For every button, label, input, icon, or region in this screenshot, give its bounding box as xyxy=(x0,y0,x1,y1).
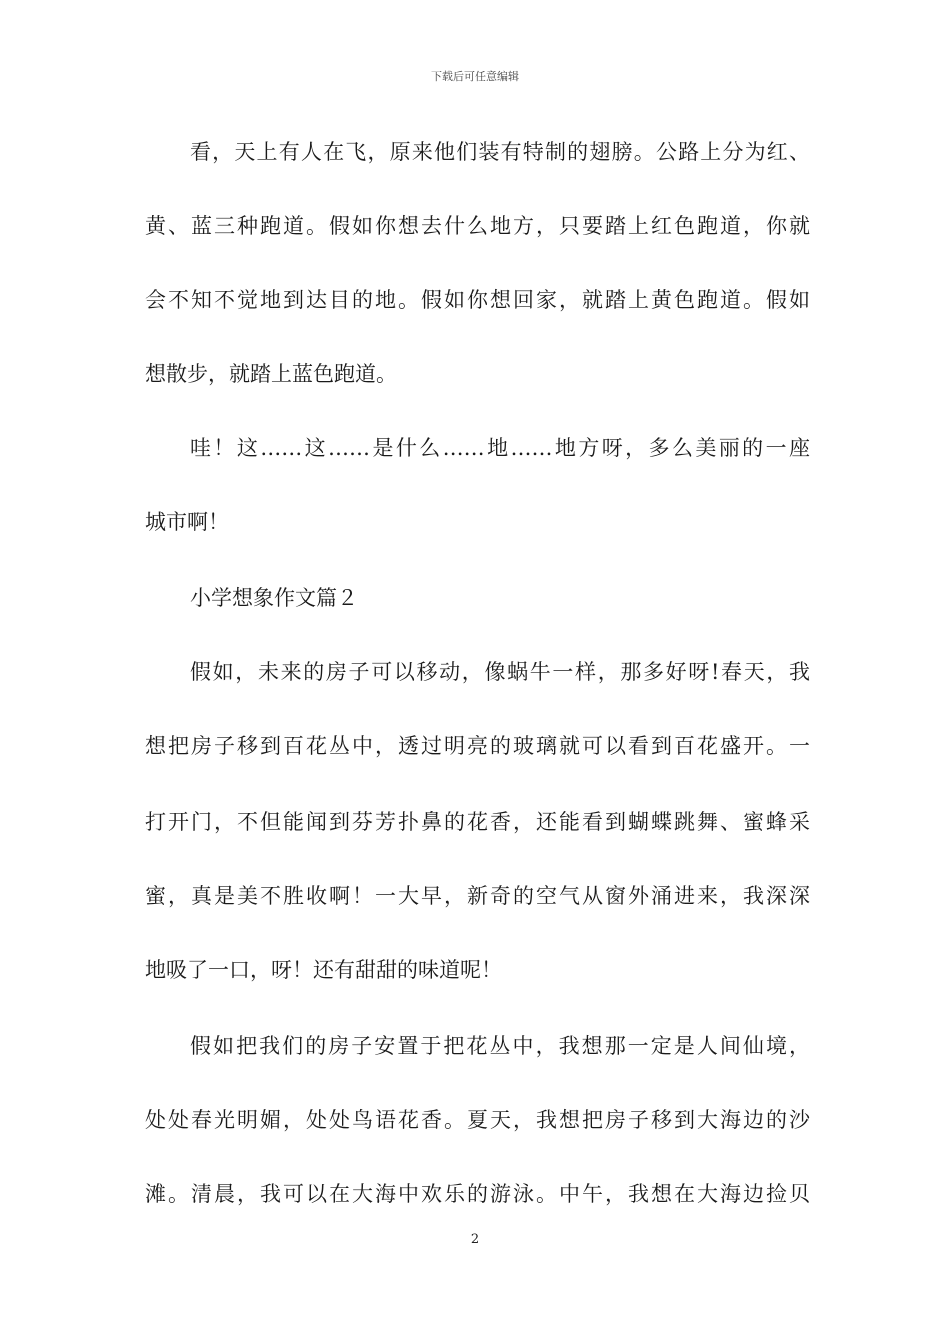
text-line: 假如把我们的房子安置于把花丛中，我想那一定是人间仙境， xyxy=(190,1034,810,1058)
section-heading: 小学想象作文篇２ xyxy=(190,586,358,610)
text-line: 黄、蓝三种跑道。假如你想去什么地方，只要踏上红色跑道，你就 xyxy=(145,214,810,238)
text-line: 哇！这……这……是什么……地……地方呀，多么美丽的一座 xyxy=(190,436,810,460)
text-line: 打开门，不但能闻到芬芳扑鼻的花香，还能看到蝴蝶跳舞、蜜蜂采 xyxy=(145,810,810,834)
text-line: 想散步，就踏上蓝色跑道。 xyxy=(145,362,397,386)
text-line: 看，天上有人在飞，原来他们装有特制的翅膀。公路上分为红、 xyxy=(190,140,810,164)
text-line: 蜜，真是美不胜收啊！一大早，新奇的空气从窗外涌进来，我深深 xyxy=(145,884,810,908)
text-line: 地吸了一口，呀！还有甜甜的味道呢！ xyxy=(145,958,502,982)
page-number: 2 xyxy=(470,1232,480,1247)
text-line: 会不知不觉地到达目的地。假如你想回家，就踏上黄色跑道。假如 xyxy=(145,288,810,312)
page-header: 下载后可任意编辑 xyxy=(431,70,519,83)
text-line: 滩。清晨，我可以在大海中欢乐的游泳。中午，我想在大海边捡贝 xyxy=(145,1182,810,1206)
text-line: 想把房子移到百花丛中，透过明亮的玻璃就可以看到百花盛开。一 xyxy=(145,734,810,758)
text-line: 城市啊！ xyxy=(145,510,229,534)
text-line: 处处春光明媚，处处鸟语花香。夏天，我想把房子移到大海边的沙 xyxy=(145,1108,810,1132)
text-line: 假如，未来的房子可以移动，像蜗牛一样，那多好呀!春天，我 xyxy=(190,660,810,684)
